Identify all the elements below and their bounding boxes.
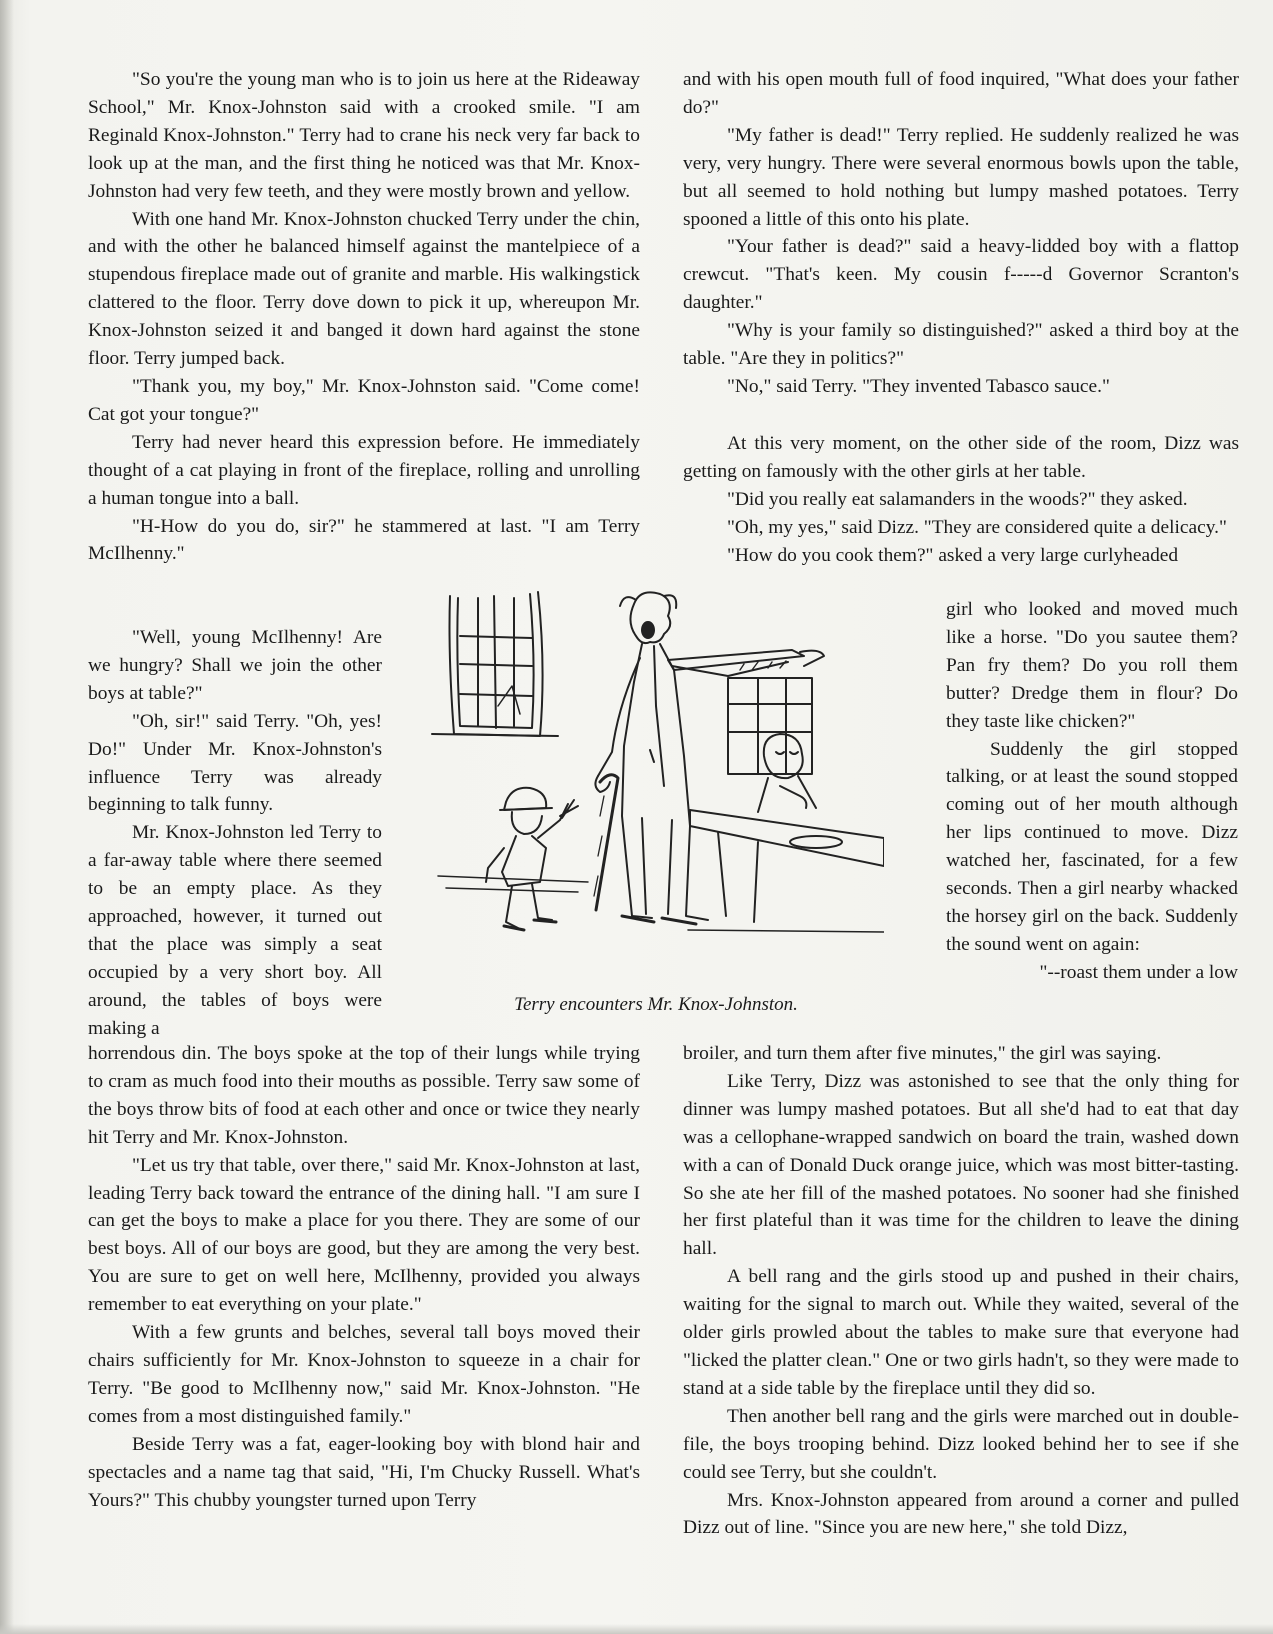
- paragraph: horrendous din. The boys spoke at the top of their lungs while trying to cram as much food into their mouths as possible. Terry saw some of the boys throw bits of food at each other and once or twice they nearly hit Terry and Mr. Knox-Johnston.: [88, 1043, 640, 1148]
- binding-shadow: [0, 0, 14, 1634]
- paragraph: With one hand Mr. Knox-Johnston chucked Terry under the chin, and with the other he balanced himself against the mantelpiece of a stupendous fireplace made out of granite and marble. His walkingstick clattered to the floor. Terry dove down to pick it up, whereupon Mr. Knox-Johnston seized it and banged it down hard against the stone floor. Terry jumped back.: [88, 208, 640, 370]
- paragraph: broiler, and turn them after five minutes," the girl was saying.: [683, 1043, 1162, 1064]
- paragraph: "H-How do you do, sir?" he stammered at last. "I am Terry McIlhenny.": [88, 515, 640, 565]
- illustration: [428, 586, 884, 992]
- paragraph: "My father is dead!" Terry replied. He suddenly realized he was very, very hungry. There were several enormous bowls upon the table, but all seemed to hold nothing but lumpy mashed potatoes. Terry spooned a little of this onto his plate.: [683, 124, 1239, 230]
- paragraph: "Oh, my yes," said Dizz. "They are considered quite a delicacy.": [727, 516, 1227, 538]
- paragraph: "Well, young McIlhenny! Are we hungry? Shall we join the other boys at table?": [88, 627, 382, 704]
- window-drawing: [432, 592, 558, 736]
- paragraph: With a few grunts and belches, several tall boys moved their chairs sufficiently for Mr. Knox-Johnston to squeeze in a chair for Terry. "Be good to McIlhenny now," said Mr. Knox-Johnston. "He comes from a most distinguished family.": [88, 1322, 640, 1427]
- walkingstick-drawing: [594, 775, 618, 910]
- right-column-bottom: [683, 1040, 1239, 1542]
- paragraph: Terry had never heard this expression before. He immediately thought of a cat playing in front of the fireplace, rolling and unrolling a human tongue into a ball.: [88, 431, 640, 509]
- mr-knox-johnston-drawing: [595, 592, 788, 924]
- paragraph: Suddenly the girl stopped talking, or at least the sound stopped coming out of her mouth although her lips continued to move. Dizz watched her, fascinated, for a few seconds. Then a girl nearby whacked the horsey girl on the back. Suddenly the sound went on again:: [946, 738, 1238, 955]
- paragraph: "So you're the young man who is to join us here at the Rideaway School," Mr. Knox-Johnston said with a crooked smile. "I am Reginald Knox-Johnston." Terry had to crane his neck very far back to look up at the man, and the first thing he noticed was that Mr. Knox-Johnston had very few teeth, and they were mostly brown and yellow.: [88, 69, 640, 202]
- paragraph: and with his open mouth full of food inquired, "What does your father do?": [683, 69, 1239, 118]
- paragraph: "Why is your family so distinguished?" asked a third boy at the table. "Are they in politics?": [683, 320, 1239, 370]
- paragraph: "Did you really eat salamanders in the woods?" they asked.: [727, 488, 1188, 510]
- paragraph: Like Terry, Dizz was astonished to see that the only thing for dinner was lumpy mashed potatoes. But all she'd had to eat that day was a cellophane-wrapped sandwich on board the train, washed down with a can of Donald Duck orange juice, which was most bitter-tasting. So she ate her fill of the mashed potatoes. No sooner had she finished her first plateful than it was time for the children to leave the dining hall.: [683, 1070, 1239, 1260]
- paragraph: Mrs. Knox-Johnston appeared from around a corner and pulled Dizz out of line. "Since you are new here," she told Dizz,: [683, 1489, 1239, 1539]
- paragraph: "Let us try that table, over there," said Mr. Knox-Johnston at last, leading Terry back toward the entrance of the dining hall. "I am sure I can get the boys to make a place for you there. They are some of our best boys. All of our boys are good, but they are among the very best. You are sure to get on well here, McIlhenny, provided you always remember to eat everything on your plate.": [88, 1154, 640, 1316]
- page-bottom-edge: [0, 1624, 1273, 1634]
- paragraph: Then another bell rang and the girls were marched out in double-file, the boys trooping behind. Dizz looked behind her to see if she could see Terry, but she couldn't.: [683, 1405, 1239, 1483]
- paragraph: "Thank you, my boy," Mr. Knox-Johnston said. "Come come! Cat got your tongue?": [88, 375, 640, 425]
- left-column-narrow: [88, 624, 382, 1043]
- paragraph: "Oh, sir!" said Terry. "Oh, yes! Do!" Under Mr. Knox-Johnston's influence Terry was already beginning to talk funny.: [88, 710, 382, 816]
- left-column-top: [88, 66, 640, 568]
- paragraph: Mr. Knox-Johnston led Terry to a far-away table where there seemed to be an empty place. As they approached, however, it turned out that the place was simply a seat occupied by a very short boy. All around, the tables of boys were making a: [88, 822, 382, 1039]
- terry-drawing: [486, 788, 578, 930]
- paragraph: A bell rang and the girls stood up and pushed in their chairs, waiting for the signal to march out. While they waited, several of the older girls prowled about the tables to make sure that everyone had "licked the platter clean." One or two girls hadn't, so they were made to stand at a side table by the fireplace until they did so.: [683, 1266, 1239, 1399]
- right-column-narrow: [946, 596, 1238, 987]
- paragraph: "No," said Terry. "They invented Tabasco sauce.": [727, 375, 1110, 397]
- left-column-bottom: [88, 1040, 640, 1514]
- paragraph: "Your father is dead?" said a heavy-lidded boy with a flattop crewcut. "That's keen. My cousin f-----d Governor Scranton's daughter.": [683, 236, 1239, 314]
- paragraph: At this very moment, on the other side of the room, Dizz was getting on famously with the other girls at her table.: [683, 432, 1239, 482]
- paragraph: Beside Terry was a fat, eager-looking boy with blond hair and spectacles and a name tag that said, "Hi, I'm Chucky Russell. What's Yours?" This chubby youngster turned upon Terry: [88, 1433, 640, 1511]
- paragraph: girl who looked and moved much like a horse. "Do you sautee them? Pan fry them? Do you roll them butter? Dredge them in flour? Do they taste like chicken?": [946, 599, 1238, 732]
- right-column-top: [683, 66, 1239, 569]
- illustration-caption: Terry encounters Mr. Knox-Johnston.: [514, 994, 798, 1015]
- paragraph: "How do you cook them?" asked a very large curlyheaded: [727, 544, 1179, 566]
- paragraph: "--roast them under a low: [1039, 961, 1238, 983]
